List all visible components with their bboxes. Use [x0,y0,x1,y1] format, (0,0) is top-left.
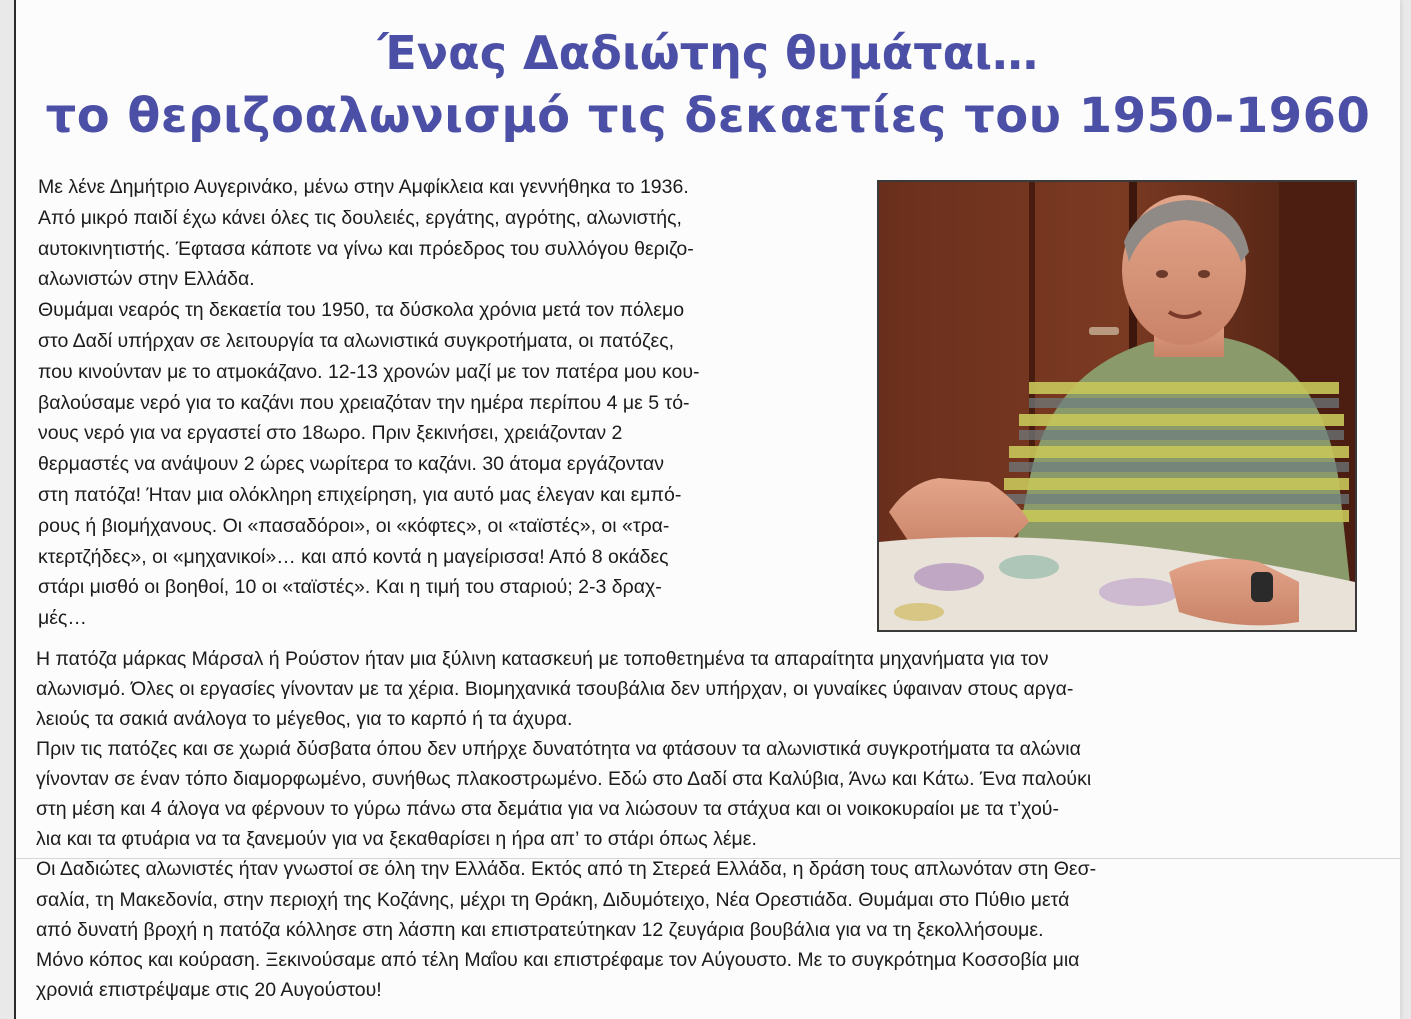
article-body-full-width [36,644,1096,1005]
body-line: νους νερό για να εργαστεί στο 18ωρο. Πριν ξεκινήσει, χρειάζονταν 2 [38,422,623,445]
body-line: αλωνισμό. Όλες οι εργασίες γίνονταν με τα χέρια. Βιομηχανικά τσουβάλια δεν υπήρχαν, οι γυναίκες ύφαιναν στους αργα- [36,678,1074,700]
article-title-line-2: το θεριζοαλωνισμό τις δεκαετίες του 1950-1960 [45,88,1371,144]
body-line: στάρι μισθό οι βοηθοί, 10 οι «ταϊστές». Και η τιμή του σταριού; 2-3 δραχ- [38,576,662,599]
body-line: στη μέση και 4 άλογα να φέρνουν το γύρω πάνω στα δεμάτια για να λιώσουν τα στάχυα και οι νοικοκυραίοι με τα τ’χού- [36,798,1059,820]
body-line: αλωνιστών στην Ελλάδα. [38,268,255,291]
body-line: θερμαστές να ανάψουν 2 ώρες νωρίτερα το καζάνι. 30 άτομα εργάζονταν [38,453,665,476]
portrait-illustration [879,182,1355,630]
body-line: Με λένε Δημήτριο Αυγερινάκο, μένω στην Αμφίκλεια και γεννήθηκα το 1936. [38,176,689,198]
body-line: σαλία, τη Μακεδονία, στην περιοχή της Κοζάνης, μέχρι τη Θράκη, Διδυμότειχο, Νέα Ορεστιάδα. Θυμάμαι στο Πύθιο μετά [36,889,1070,911]
body-line: από δυνατή βροχή η πατόζα κόλλησε στη λάσπη και επιστρατεύτηκαν 12 ζευγάρια βουβάλια για να τη ξεκολλήσουμε. [36,919,1044,941]
body-line: Η πατόζα μάρκας Μάρσαλ ή Ρούστον ήταν μια ξύλινη κατασκευή με τοποθετημένα τα απαραίτητα μηχανήματα για τον [36,648,1049,670]
body-line: Από μικρό παιδί έχω κάνει όλες τις δουλειές, εργάτης, αγρότης, αλωνιστής, [38,206,682,229]
body-line: Οι Δαδιώτες αλωνιστές ήταν γνωστοί σε όλη την Ελλάδα. Εκτός από τη Στερεά Ελλάδα, η δράση τους απλωνόταν στη Θεσ- [36,858,1097,880]
newspaper-page [14,0,1400,1019]
body-line: στη πατόζα! Ήταν μια ολόκληρη επιχείρηση, για αυτό μας έλεγαν και εμπό- [38,483,682,506]
body-line: Μόνο κόπος και κούραση. Ξεκινούσαμε από τέλη Μαΐου και επιστρέφαμε τον Αύγουστο. Με το συγκρότημα Κοσσοβία μια [36,949,1080,971]
body-line: λειούς τα σακιά ανάλογα το μέγεθος, για το καρπό ή τα άχυρα. [36,708,573,730]
body-line: Θυμάμαι νεαρός τη δεκαετία του 1950, τα δύσκολα χρόνια μετά τον πόλεμο [38,299,685,322]
article-body-beside-photo [38,172,700,634]
body-line: στο Δαδί υπήρχαν σε λειτουργία τα αλωνιστικά συγκροτήματα, οι πατόζες, [38,329,675,352]
body-line: χρονιά επιστρέψαμε στις 20 Αυγούστου! [36,979,382,1001]
body-line: κτερτζήδες», οι «μηχανικοί»… και από κοντά η μαγείρισσα! Από 8 οκάδες [38,545,669,568]
body-line: αυτοκινητιστής. Έφτασα κάποτε να γίνω και πρόεδρος του συλλόγου θεριζο- [38,237,694,260]
portrait-photo [877,180,1357,632]
body-line: Πριν τις πατόζες και σε χωριά δύσβατα όπου δεν υπήρχε δυνατότητα να φτάσουν τα αλωνιστικά συγκροτήματα τα αλώνια [36,738,1081,760]
body-line: που κινούνταν με το ατμοκάζανο. 12-13 χρονών μαζί με τον πατέρα μου κου- [38,360,700,383]
body-line: βαλούσαμε νερό για το καζάνι που χρειαζόταν την ημέρα περίπου 4 με 5 τό- [38,391,690,414]
body-line: γίνονταν σε έναν τόπο διαμορφωμένο, συνήθως πλακοστρωμένο. Εδώ στο Δαδί στα Καλύβια, Άνω και Κάτω. Ένα παλούκι [36,768,1092,790]
article-title-line-1: Ένας Δαδιώτης θυμάται… [377,26,1039,80]
body-line: μές… [38,607,87,630]
body-line: ρους ή βιομήχανους. Οι «πασαδόροι», οι «κόφτες», οι «ταϊστές», οι «τρα- [38,514,670,537]
body-line: λια και τα φτυάρια να τα ξανεμούν για να ξεκαθαρίσει η ήρα απ’ το στάρι όπως λέμε. [36,828,757,850]
